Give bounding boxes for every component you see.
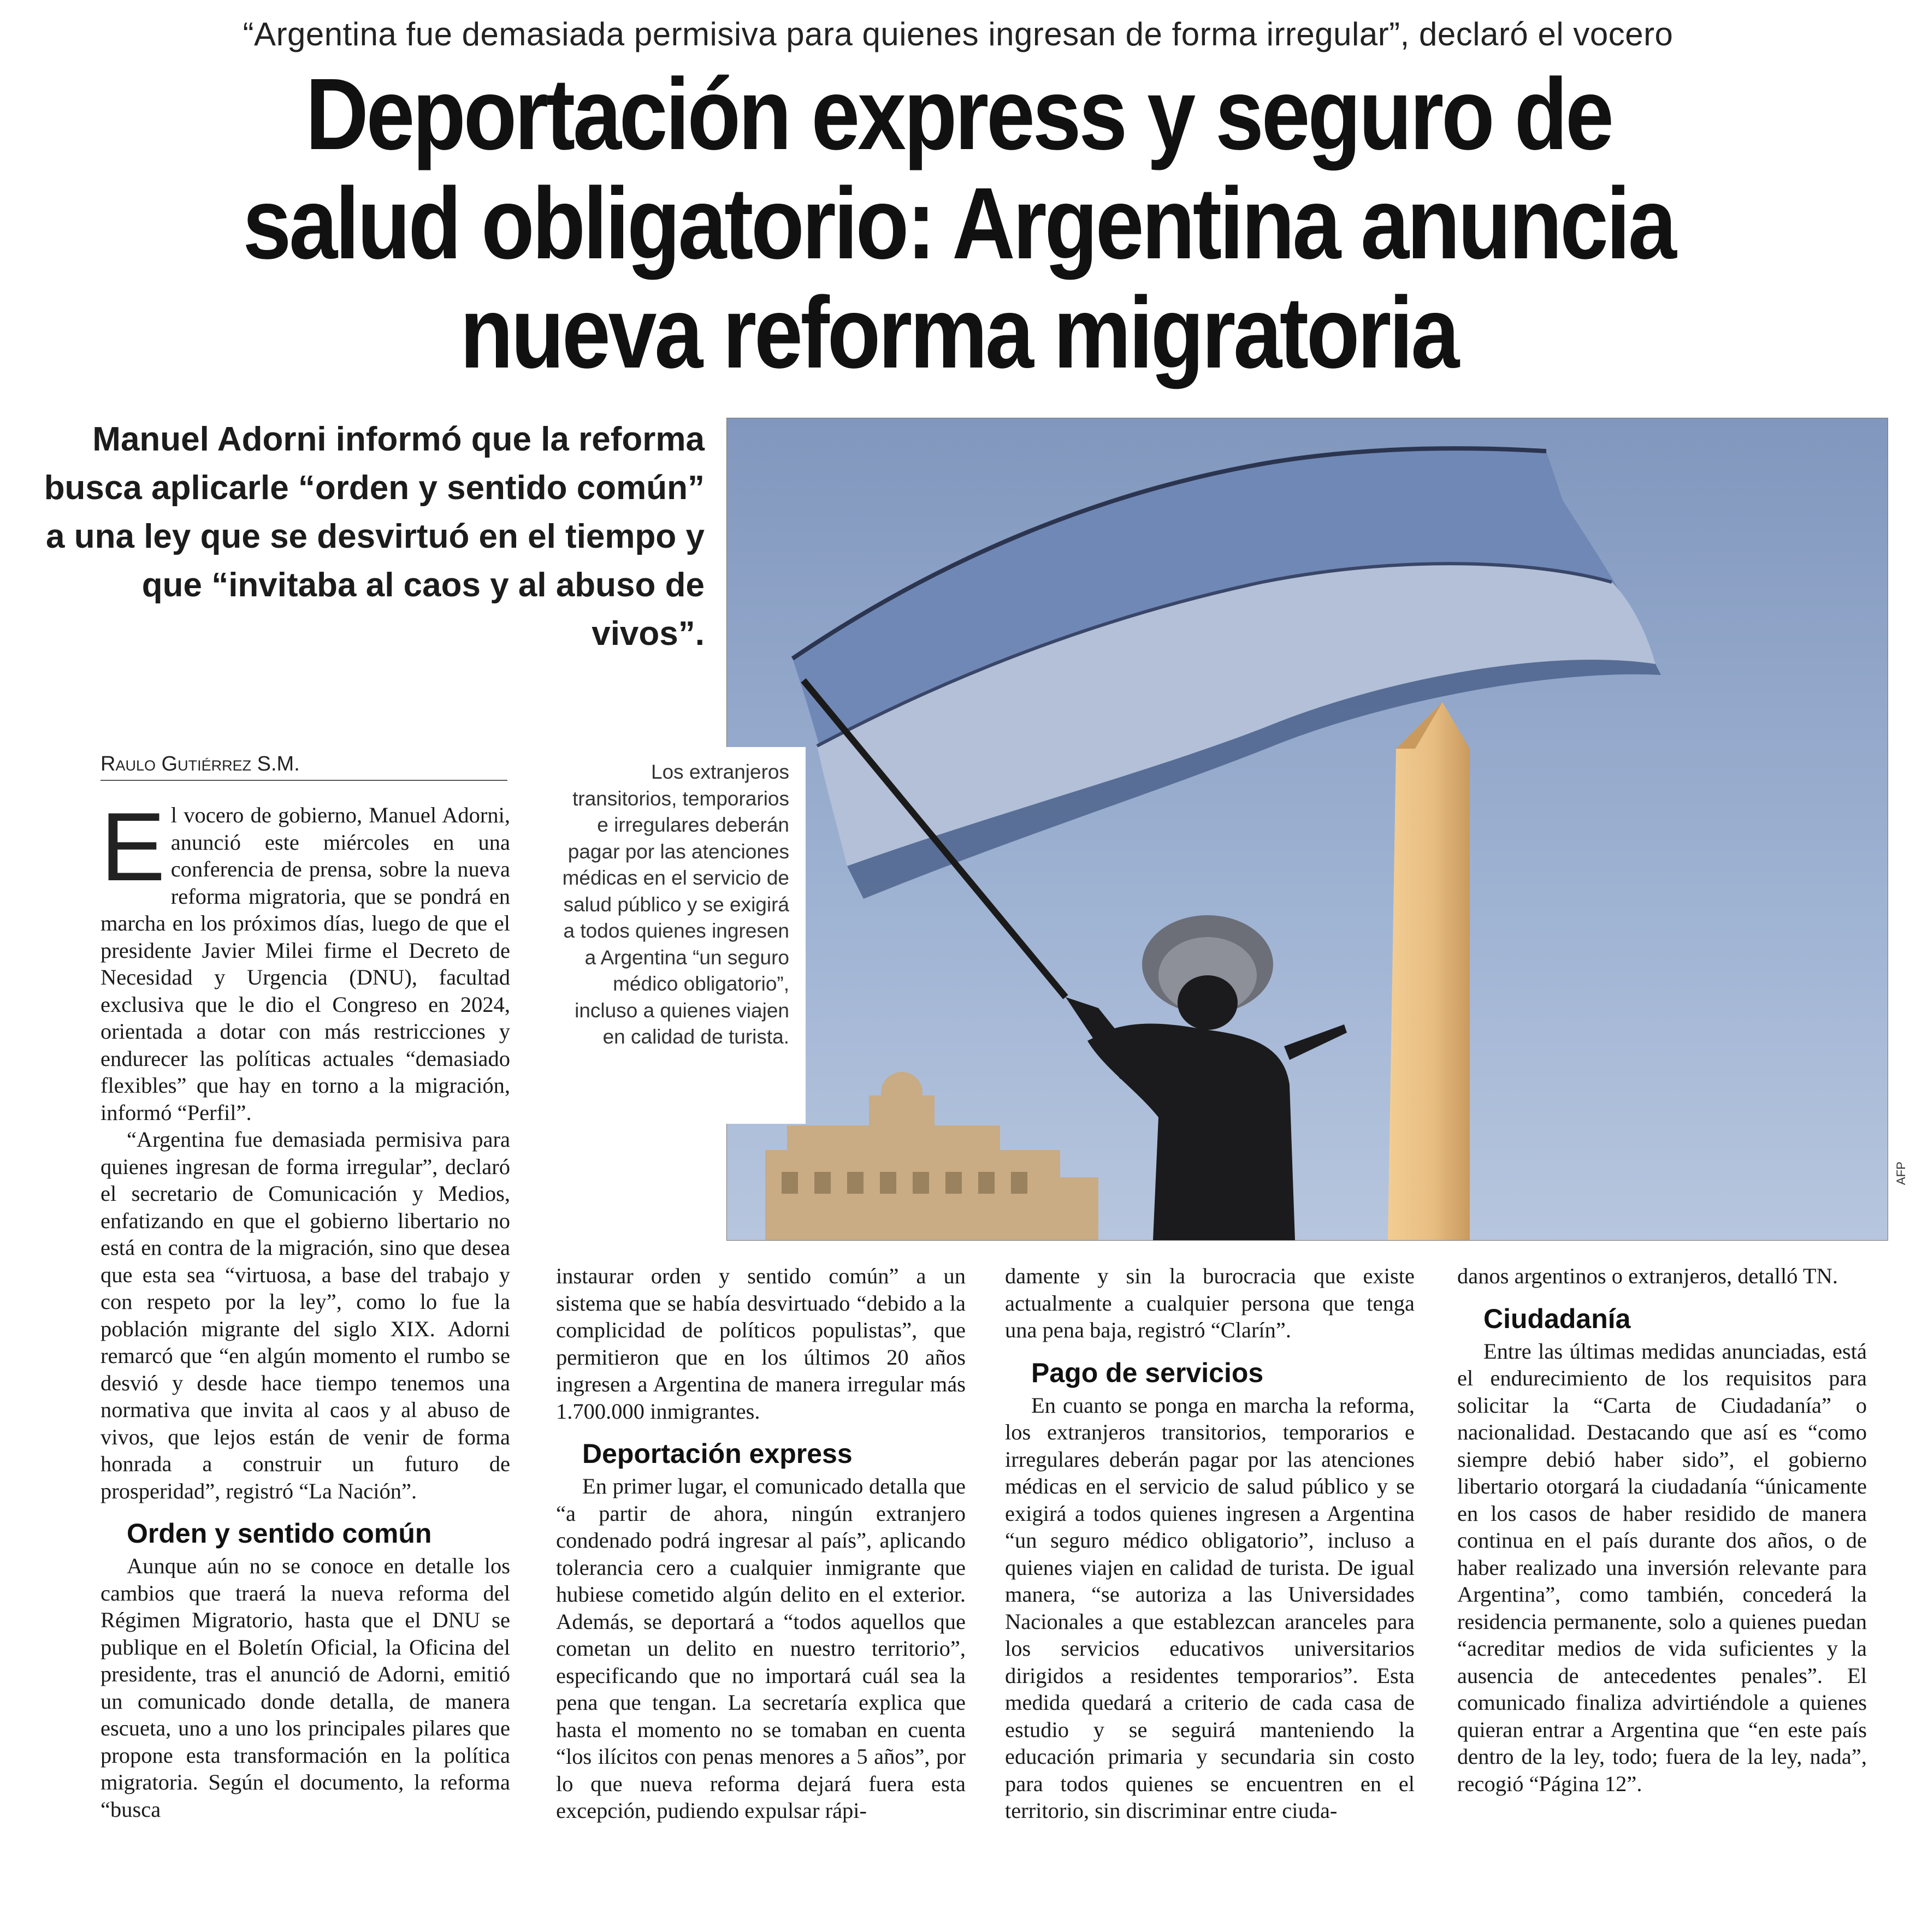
- article-paragraph: Aunque aún no se conoce en detalle los cambios que traerá la nueva reforma del Régimen Migratorio, hasta que el DNU se publique en el Boletín Oficial, la Oficina del presidente, tras el anunció de Adorni, emitió un comunicado donde detalla, de manera escueta, uno a uno los principales pilares que propone esta transformación en la política migratoria. Según el documento, la reforma “busca: [100, 1554, 510, 1822]
- article-paragraph: instaurar orden y sentido común” a un sistema que se había desvirtuado “debido a la complicidad de políticos populistas”, que permitieron que en los últimos 20 años ingresen a Argentina de manera irregular más 1.700.000 inmigrantes.: [556, 1264, 966, 1424]
- headline-line-2: salud obligatorio: Argentina anuncia: [243, 167, 1675, 280]
- byline: Raulo Gutiérrez S.M.: [100, 752, 507, 781]
- section-heading-deportacion: Deportación express: [582, 1438, 853, 1469]
- article-column-2: [556, 1263, 966, 1824]
- article-paragraph: danos argentinos o extranjeros, detalló TN.: [1457, 1264, 1838, 1288]
- article-paragraph: En cuanto se ponga en marcha la reforma, los extranjeros transitorios, temporarios e irregulares deberán pagar por las atenciones médicas en el servicio de salud público y se exigirá a todos quienes ingresen a Argentina “un seguro médico obligatorio”, incluso a quienes viajen en calidad de turista. De igual manera, “se autoriza a las Universidades Nacionales a que establezcan aranceles para los servicios educativos universitarios dirigidos a residentes temporarios”. Esta medida quedará a criterio de cada casa de estudio y se seguirá manteniendo la educación primaria y secundaria sin costo para todos quienes se encuentren en el territorio, sin discriminar entre ciuda-: [1005, 1392, 1415, 1823]
- article-paragraph: damente y sin la burocracia que existe actualmente a cualquier persona que tenga una pena baja, registró “Clarín”.: [1005, 1264, 1415, 1342]
- article-column-3: [1005, 1263, 1415, 1824]
- section-heading-orden: Orden y sentido común: [127, 1518, 432, 1549]
- headline: [200, 60, 1717, 388]
- photo-caption: Los extranjeros transitorios, temporarios e irregulares deberán pagar por las atenciones médicas en el servicio de salud público y se exigirá a todos quienes ingresen a Argentina “un seguro médico obligatorio”, incluso a quienes viajen en calidad de turista.: [546, 747, 806, 1124]
- obelisk: [1388, 702, 1470, 1240]
- article-paragraph: Entre las últimas medidas anunciadas, está el endurecimiento de los requisitos para solicitar la “Carta de Ciudadanía” o nacionalidad. Destacando que así es “como siempre debió haber sido”, el gobierno libertario otorgará la ciudadanía “únicamente en los casos de haber residido de manera continua en el país durante dos años, o de haber realizado una inversión relevante para Argentina”, como también, concederá la residencia permanente, solo a quienes puedan “acreditar medios de vida suficientes y la ausencia de antecedentes penales”. El comunicado finaliza advirtiéndole a quienes quieran entrar a Argentina que “en este país dentro de la ley, todo; fuera de la ley, nada”, recogió “Página 12”.: [1457, 1338, 1867, 1796]
- article-paragraph: “Argentina fue demasiada permisiva para quienes ingresan de forma irregular”, declaró el secretario de Comunicación y Medios, enfatizando en que el gobierno libertario no está en contra de la migración, sino que desea que esta sea “virtuosa, a base del trabajo y con respeto por la ley”, como lo fue la población migrante del siglo XIX. Adorni remarcó que “en algún momento el rumbo se desvió y desde hace tiempo tenemos una normativa que invita al caos y al abuso de vivos, que lejos están de venir de forma honrada a construir un futuro de prosperidad”, registró “La Nación”.: [100, 1127, 510, 1503]
- flag-obelisk-photo: [726, 418, 1888, 1241]
- section-heading-pago: Pago de servicios: [1031, 1357, 1264, 1388]
- deck-subheadline: Manuel Adorni informó que la reforma busca aplicarle “orden y sentido común” a una ley que se desvirtuó en el tiempo y que “invitaba al caos y al abuso de vivos”.: [44, 420, 705, 653]
- photo-credit: AFP: [1894, 1161, 1908, 1185]
- article-paragraph: En primer lugar, el comunicado detalla que “a partir de ahora, ningún extranjero condenado podrá ingresar al país”, aplicando tolerancia cero a cualquier inmigrante que hubiese cometido algún delito en el exterior. Además, se deportará a “todos aquellos que cometan un delito en nuestro territorio”, especificando que no importará cuál sea la pena que tengan. La secretaría explica que hasta el momento no se tomaban en cuenta “los ilícitos con penas menores a 5 años”, por lo que nueva reforma dejará fuera esta excepción, pudiendo expulsar rápi-: [556, 1474, 966, 1823]
- article-column-1: [100, 792, 510, 1823]
- drop-cap: E: [100, 792, 165, 901]
- article-paragraph: l vocero de gobierno, Manuel Adorni, anunció este miércoles en una conferencia de prensa, sobre la nueva reforma migratoria, que se pondrá en marcha en los próximos días, luego de que el presidente Javier Milei firme el Decreto de Necesidad y Urgencia (DNU), facultad exclusiva que le dio el Congreso en 2024, orientada a dotar con más restricciones y endurecer las políticas actuales “demasiado flexibles” que hay en torno a la migración, informó “Perfil”.: [100, 803, 510, 1125]
- headline-line-1: Deportación express y seguro de: [305, 58, 1612, 171]
- section-heading-ciudadania: Ciudadanía: [1483, 1303, 1631, 1334]
- article-column-4: [1457, 1263, 1867, 1797]
- kicker: “Argentina fue demasiada permisiva para quienes ingresan de forma irregular”, declaró el vocero: [243, 16, 1673, 52]
- headline-line-3: nueva reforma migratoria: [460, 276, 1457, 389]
